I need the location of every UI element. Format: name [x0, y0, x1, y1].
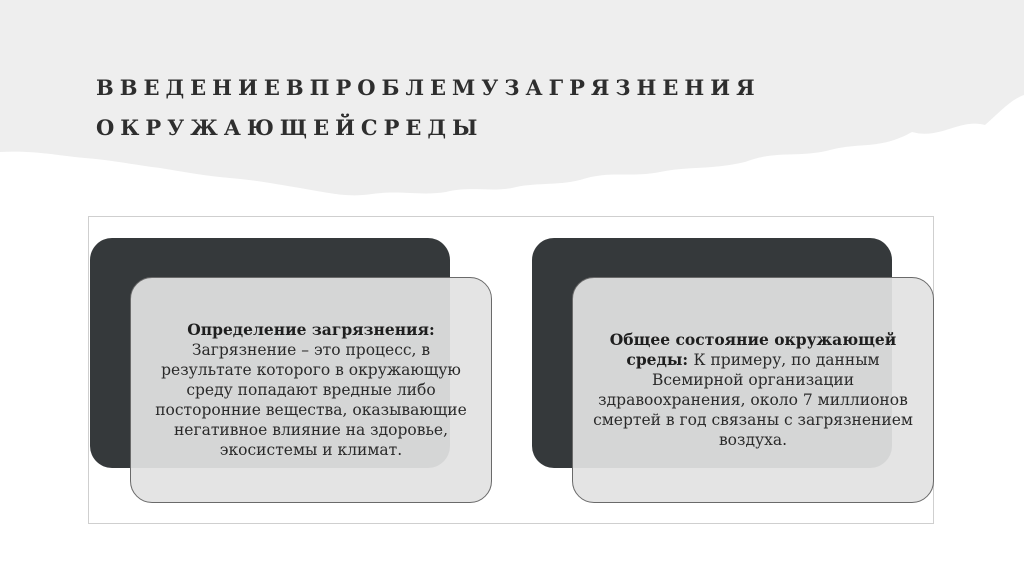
card-2-environment-state — [572, 277, 934, 503]
card-1-text — [145, 320, 477, 460]
card-1-definition — [130, 277, 492, 503]
card-2-heading: Общее состояние окружающей среды: — [609, 330, 897, 369]
card-2-body: К примеру, по данным Всемирной организации здравоохранения, около 7 миллионов смертей в год связаны с загрязнением воздуха. — [593, 351, 913, 449]
card-1-body: Загрязнение – это процесс, в результате которого в окружающую среду попадают вредные либо посторонние вещества, оказывающие негативное влияние на здоровье, экосистемы и климат. — [155, 341, 467, 459]
card-1-heading: Определение загрязнения: — [187, 320, 435, 339]
page-title — [96, 68, 956, 148]
card-2-text — [587, 330, 919, 450]
title-line-1: ВВЕДЕНИЕВПРОБЛЕМУЗАГРЯЗНЕНИЯ — [96, 75, 761, 100]
title-line-2: ОКРУЖАЮЩЕЙСРЕДЫ — [96, 115, 484, 140]
